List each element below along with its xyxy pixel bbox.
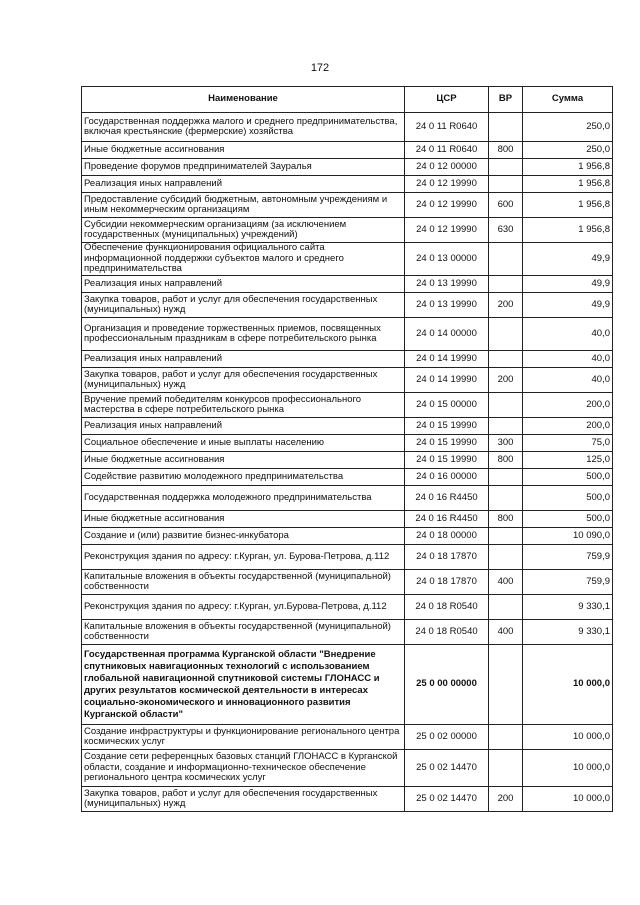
row-sum-cell: 1 956,8 [523,159,613,176]
row-csr-cell: 24 0 15 19990 [405,418,489,435]
row-csr-cell: 24 0 18 00000 [405,528,489,545]
row-csr-cell: 24 0 12 19990 [405,176,489,193]
row-vr-cell: 200 [489,787,523,812]
row-vr-cell [489,528,523,545]
row-vr-cell: 800 [489,142,523,159]
row-sum-cell: 500,0 [523,486,613,511]
table-header-row [82,87,613,113]
row-csr-cell: 24 0 14 19990 [405,351,489,368]
table-row [82,351,613,368]
row-name-cell: Иные бюджетные ассигнования [82,142,405,159]
table-row [82,620,613,645]
row-csr-cell: 24 0 16 R4450 [405,486,489,511]
row-csr-cell: 24 0 12 00000 [405,159,489,176]
row-name-cell: Проведение форумов предпринимателей Зауралья [82,159,405,176]
row-name-cell: Реализация иных направлений [82,176,405,193]
table-row [82,486,613,511]
row-name-cell: Создание сети референцных базовых станций ГЛОНАСС в Курганской области, создание и информационно-техническое обеспечение регионального центра космических услуг [82,750,405,787]
row-vr-cell [489,243,523,276]
row-vr-cell: 630 [489,218,523,243]
row-csr-cell: 25 0 02 14470 [405,787,489,812]
row-name-cell: Субсидии некоммерческим организациям (за исключением государственных (муниципальных) учреждений) [82,218,405,243]
row-sum-cell: 9 330,1 [523,620,613,645]
row-vr-cell [489,595,523,620]
row-name-cell: Реализация иных направлений [82,351,405,368]
row-sum-cell: 10 000,0 [523,725,613,750]
table-row [82,511,613,528]
row-sum-cell: 49,9 [523,276,613,293]
row-name-cell: Государственная программа Курганской области "Внедрение спутниковых навигационных технологий с использованием глобальной навигационной спутниковой системы ГЛОНАСС и других результатов космической деятельности в интересах социально-экономического и инновационного развития Курганской области" [82,645,405,725]
table-row [82,243,613,276]
row-vr-cell [489,545,523,570]
row-name-cell: Иные бюджетные ассигнования [82,511,405,528]
row-csr-cell: 25 0 02 00000 [405,725,489,750]
row-sum-cell: 40,0 [523,351,613,368]
row-vr-cell [489,113,523,142]
row-csr-cell: 24 0 18 17870 [405,570,489,595]
row-csr-cell: 25 0 02 14470 [405,750,489,787]
row-sum-cell: 1 956,8 [523,193,613,218]
row-sum-cell: 10 000,0 [523,645,613,725]
row-csr-cell: 24 0 15 00000 [405,393,489,418]
table-row [82,276,613,293]
row-sum-cell: 40,0 [523,318,613,351]
row-name-cell: Предоставление субсидий бюджетным, автономным учреждениям и иным некоммерческим организациям [82,193,405,218]
table-row [82,570,613,595]
row-csr-cell: 24 0 12 19990 [405,218,489,243]
row-sum-cell: 500,0 [523,469,613,486]
row-vr-cell: 800 [489,511,523,528]
row-sum-cell: 200,0 [523,418,613,435]
row-name-cell: Закупка товаров, работ и услуг для обеспечения государственных (муниципальных) нужд [82,787,405,812]
header-vr: ВР [489,87,523,113]
row-sum-cell: 49,9 [523,293,613,318]
row-name-cell: Вручение премий победителям конкурсов профессионального мастерства в сфере потребительского рынка [82,393,405,418]
row-sum-cell: 500,0 [523,511,613,528]
row-vr-cell [489,645,523,725]
row-sum-cell: 1 956,8 [523,218,613,243]
table-row [82,645,613,725]
row-vr-cell: 600 [489,193,523,218]
row-name-cell: Иные бюджетные ассигнования [82,452,405,469]
table-row [82,595,613,620]
table-row [82,469,613,486]
table-row [82,293,613,318]
row-name-cell: Капитальные вложения в объекты государственной (муниципальной) собственности [82,570,405,595]
header-name: Наименование [82,87,405,113]
budget-table [81,86,613,812]
row-name-cell: Реконструкция здания по адресу: г.Курган, ул. Бурова-Петрова, д.112 [82,545,405,570]
row-vr-cell: 200 [489,368,523,393]
row-sum-cell: 759,9 [523,545,613,570]
header-sum: Сумма [523,87,613,113]
row-name-cell: Капитальные вложения в объекты государственной (муниципальной) собственности [82,620,405,645]
table-row [82,725,613,750]
row-vr-cell: 200 [489,293,523,318]
row-sum-cell: 125,0 [523,452,613,469]
table-row [82,218,613,243]
table-row [82,418,613,435]
row-csr-cell: 24 0 15 19990 [405,452,489,469]
row-name-cell: Организация и проведение торжественных приемов, посвященных профессиональным праздникам в сфере потребительского рынка [82,318,405,351]
table-row [82,113,613,142]
row-sum-cell: 759,9 [523,570,613,595]
row-name-cell: Обеспечение функционирования официального сайта информационной поддержки субъектов малого и среднего предпринимательства [82,243,405,276]
row-sum-cell: 9 330,1 [523,595,613,620]
row-sum-cell: 49,9 [523,243,613,276]
row-name-cell: Закупка товаров, работ и услуг для обеспечения государственных (муниципальных) нужд [82,293,405,318]
row-csr-cell: 24 0 12 19990 [405,193,489,218]
row-sum-cell: 75,0 [523,435,613,452]
row-sum-cell: 200,0 [523,393,613,418]
row-vr-cell [489,351,523,368]
row-csr-cell: 24 0 13 19990 [405,293,489,318]
table-row [82,452,613,469]
row-csr-cell: 24 0 15 19990 [405,435,489,452]
row-vr-cell [489,469,523,486]
row-vr-cell [489,318,523,351]
row-csr-cell: 24 0 18 R0540 [405,620,489,645]
row-csr-cell: 24 0 11 R0640 [405,113,489,142]
row-csr-cell: 24 0 14 19990 [405,368,489,393]
table-row [82,545,613,570]
row-sum-cell: 10 090,0 [523,528,613,545]
row-sum-cell: 250,0 [523,142,613,159]
row-vr-cell [489,418,523,435]
table-body [82,113,613,812]
row-sum-cell: 250,0 [523,113,613,142]
row-vr-cell [489,159,523,176]
row-csr-cell: 24 0 16 00000 [405,469,489,486]
row-name-cell: Содействие развитию молодежного предпринимательства [82,469,405,486]
row-name-cell: Создание и (или) развитие бизнес-инкубатора [82,528,405,545]
row-csr-cell: 24 0 16 R4450 [405,511,489,528]
row-vr-cell [489,393,523,418]
table-row [82,528,613,545]
row-sum-cell: 1 956,8 [523,176,613,193]
row-vr-cell [489,176,523,193]
row-vr-cell: 400 [489,570,523,595]
table-row [82,159,613,176]
table-row [82,193,613,218]
row-csr-cell: 24 0 13 19990 [405,276,489,293]
row-name-cell: Реконструкция здания по адресу: г.Курган, ул.Бурова-Петрова, д.112 [82,595,405,620]
row-vr-cell [489,276,523,293]
table-row [82,142,613,159]
row-vr-cell: 800 [489,452,523,469]
row-csr-cell: 25 0 00 00000 [405,645,489,725]
row-csr-cell: 24 0 11 R0640 [405,142,489,159]
row-vr-cell [489,486,523,511]
row-csr-cell: 24 0 18 R0540 [405,595,489,620]
row-vr-cell: 400 [489,620,523,645]
row-csr-cell: 24 0 13 00000 [405,243,489,276]
row-vr-cell [489,750,523,787]
row-name-cell: Социальное обеспечение и иные выплаты населению [82,435,405,452]
table-row [82,393,613,418]
row-sum-cell: 10 000,0 [523,750,613,787]
table-row [82,368,613,393]
row-name-cell: Реализация иных направлений [82,418,405,435]
row-csr-cell: 24 0 14 00000 [405,318,489,351]
row-name-cell: Закупка товаров, работ и услуг для обеспечения государственных (муниципальных) нужд [82,368,405,393]
table-row [82,176,613,193]
header-csr: ЦСР [405,87,489,113]
table-row [82,787,613,812]
row-vr-cell: 300 [489,435,523,452]
table-row [82,435,613,452]
row-name-cell: Создание инфраструктуры и функционирование регионального центра космических услуг [82,725,405,750]
table-row [82,318,613,351]
row-name-cell: Реализация иных направлений [82,276,405,293]
row-sum-cell: 40,0 [523,368,613,393]
page-number: 172 [310,62,330,74]
row-sum-cell: 10 000,0 [523,787,613,812]
row-name-cell: Государственная поддержка молодежного предпринимательства [82,486,405,511]
row-csr-cell: 24 0 18 17870 [405,545,489,570]
row-name-cell: Государственная поддержка малого и среднего предпринимательства, включая крестьянские (фермерские) хозяйства [82,113,405,142]
table-row [82,750,613,787]
row-vr-cell [489,725,523,750]
